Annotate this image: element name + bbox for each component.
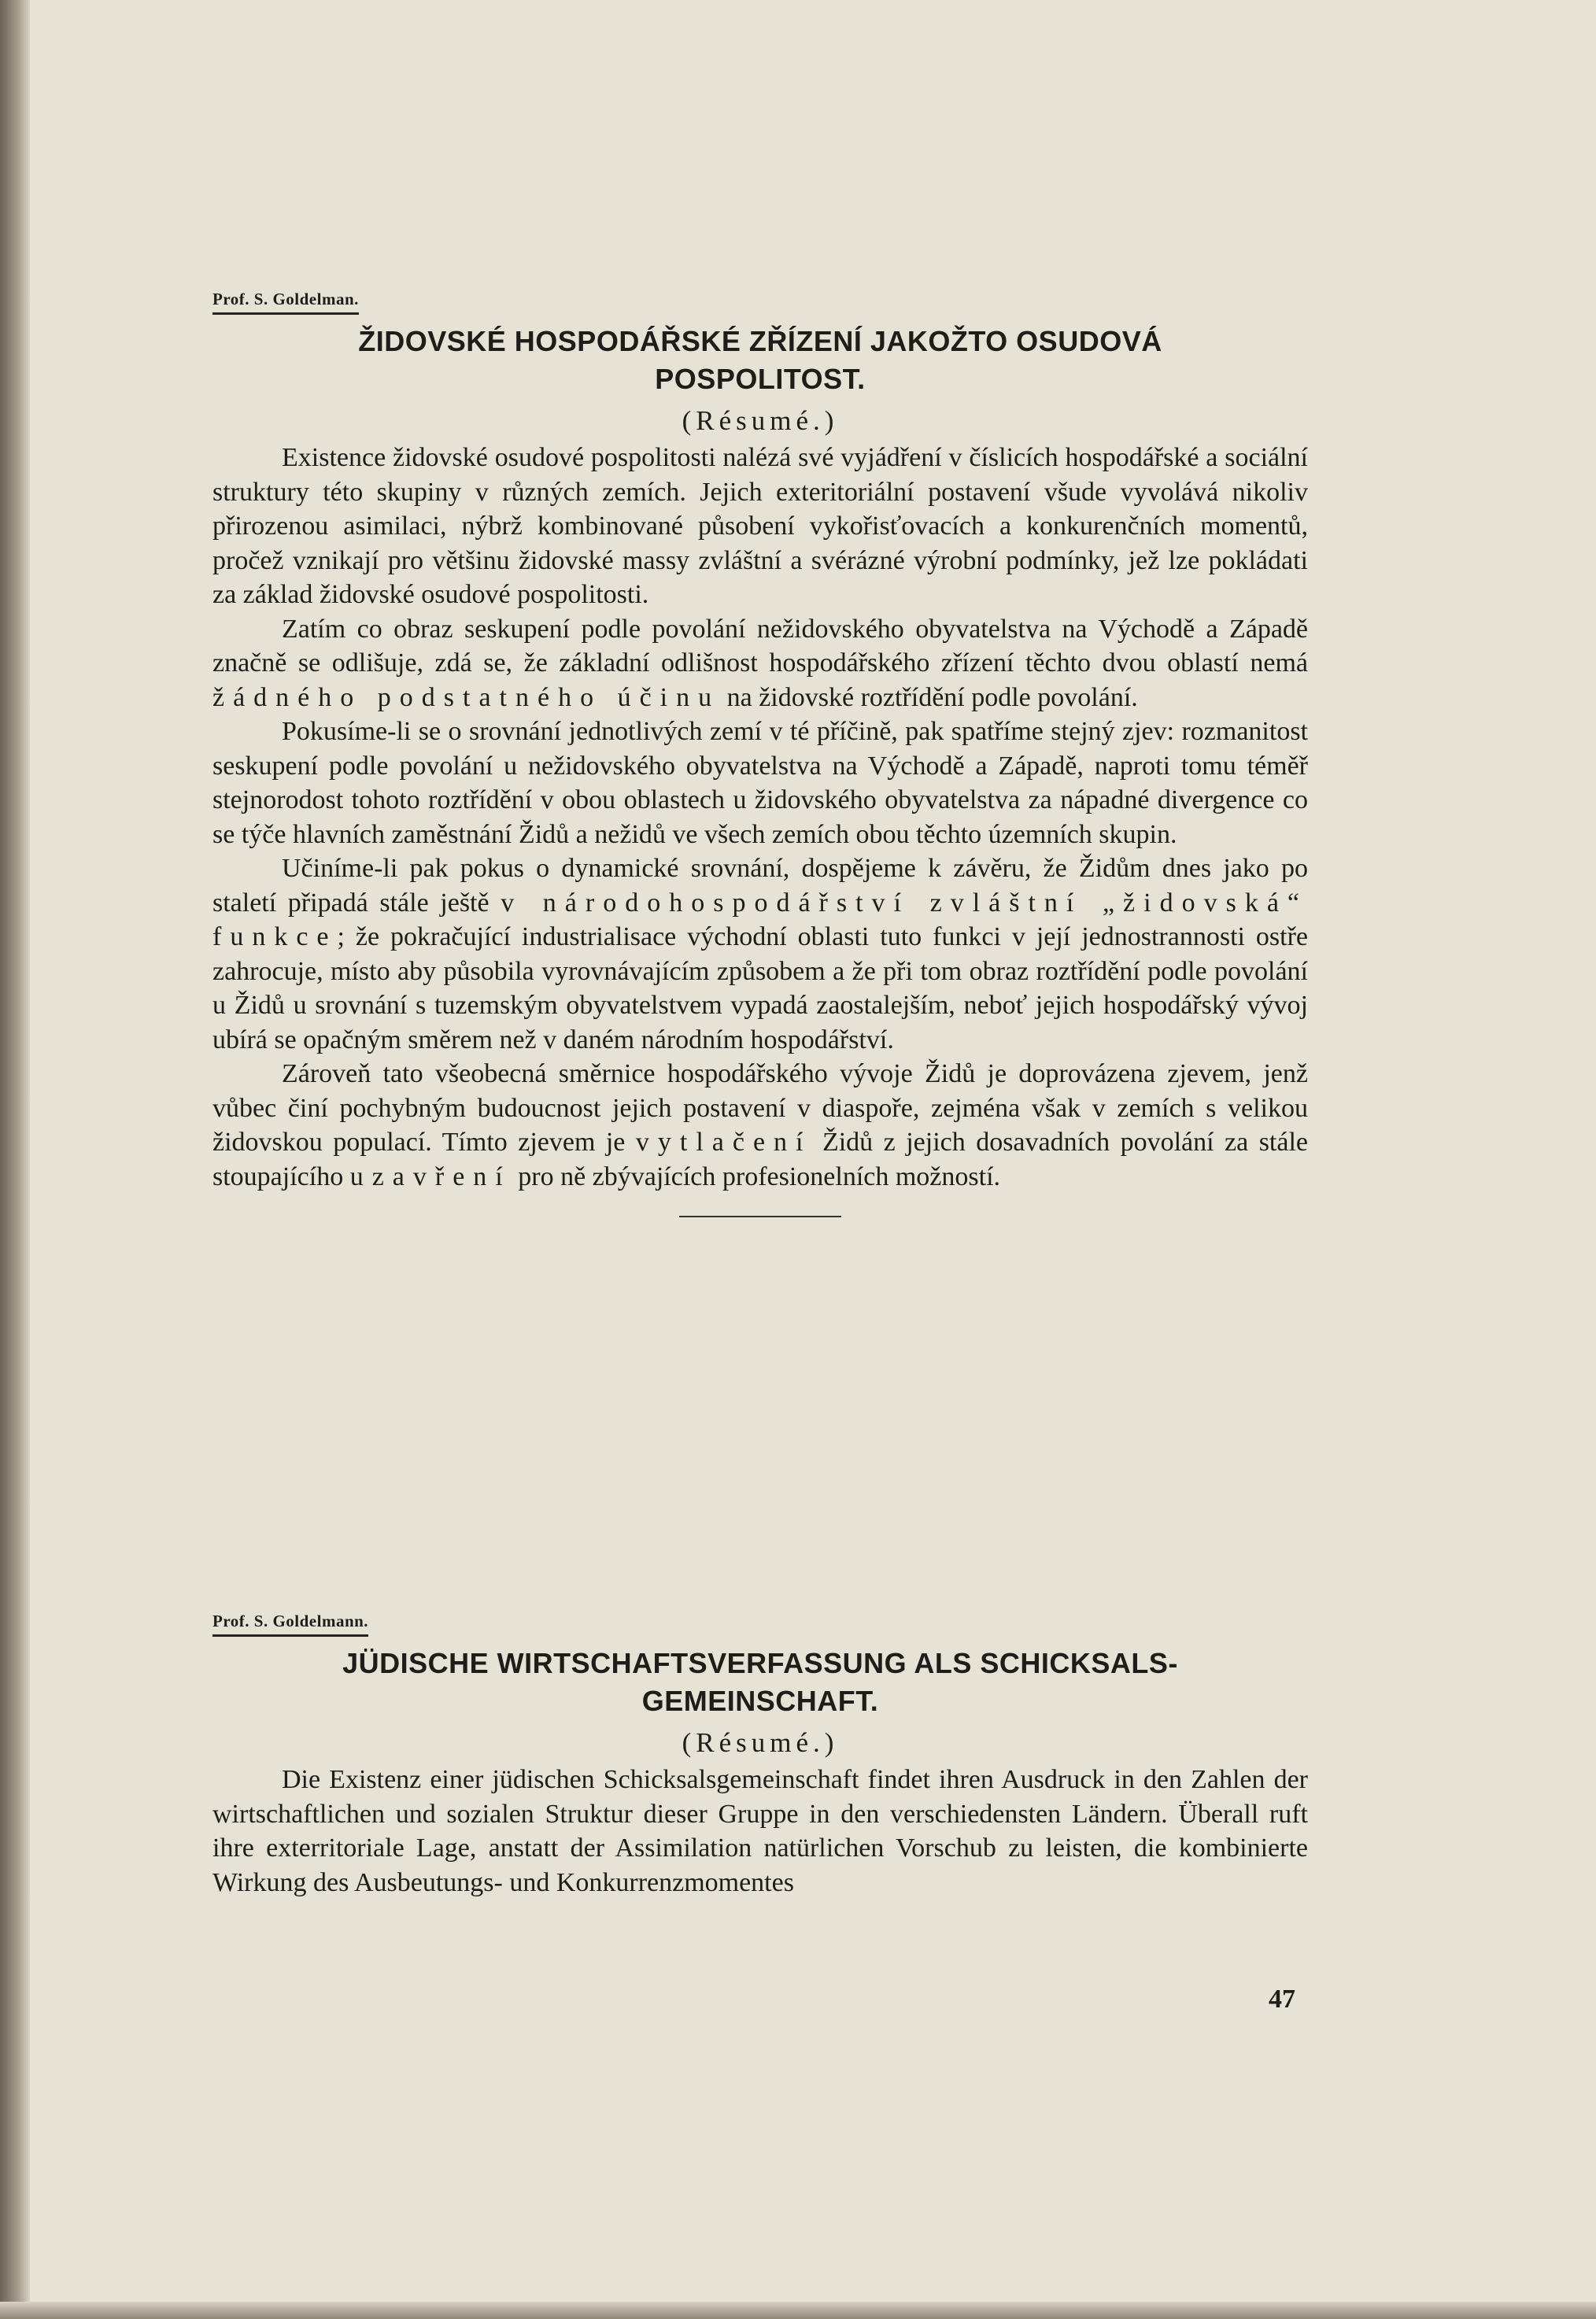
german-author: Prof. S. Goldelmann. xyxy=(212,1612,368,1637)
czech-p5-text-a: Zároveň tato všeobecná směrnice hospodářského vývoje Židů je doprovázena zjevem, jenž vůbec činí pochybným budoucnost jejich postavení v diaspoře, zejména však v zemích s velikou židovskou populací. Tímto zjevem je xyxy=(212,1059,1308,1157)
czech-author: Prof. S. Goldelman. xyxy=(212,290,359,315)
czech-p5-text-c: pro ně zbývajících profesionelních možností. xyxy=(518,1161,1001,1191)
czech-paragraph-5 xyxy=(212,1057,1308,1194)
german-title-line1: JÜDISCHE WIRTSCHAFTSVERFASSUNG ALS SCHICKSALS- xyxy=(342,1647,1178,1679)
german-title xyxy=(212,1645,1308,1720)
czech-p4-text-b: ; že pokračující industrialisace východní oblasti tuto funkci v její jednostrannosti ostře zahrocuje, místo aby působila vyrovnávajícím způsobem a že při tom obraz roztřídění podle povolání u Židů u srovnání s tuzemským obyvatelstvem vypadá zaostalejším, neboť jejich hospodářský vývoj ubírá se opačným směrem než v daném národním hospodářství. xyxy=(212,922,1308,1054)
czech-p5-text-b: Židů z jejich dosavadních povolání za stále stoupajícího xyxy=(212,1128,1309,1191)
czech-p5-spaced-1: vytlačení xyxy=(635,1128,812,1157)
czech-p4-text-a: Učiníme-li pak pokus o dynamické srovnání, dospějeme k závěru, že Židům dnes jako po staletí připadá stále ještě xyxy=(212,854,1308,918)
czech-p2-spaced: žádného podstatného účinu xyxy=(212,682,721,712)
czech-title xyxy=(212,323,1308,398)
czech-paragraph-2 xyxy=(212,612,1308,715)
page-binding-edge xyxy=(0,0,30,2319)
czech-p4-spaced: v národohospodářství zvláštní „židovská“ funkce xyxy=(212,888,1308,951)
page-bottom-edge xyxy=(0,2302,1596,2319)
czech-paragraph-1: Existence židovské osudové pospolitosti nalézá své vyjádření v číslicích hospodářské a sociální struktury této skupiny v různých zemích. Jejich exteritoriální postavení všude vyvolává nikoliv přirozenou asimilaci, nýbrž kombinované působení vykořisťovacích a konkurenčních momentů, pročež vznikají pro většinu židovské massy zvláštní a svérázné výrobní podmínky, jež lze pokládati za základ židovské osudové pospolitosti. xyxy=(212,443,1308,609)
czech-title-line2: POSPOLITOST. xyxy=(655,363,866,395)
section-separator xyxy=(679,1216,841,1217)
czech-paragraph-3: Pokusíme-li se o srovnání jednotlivých zemí v té příčině, pak spatříme stejný zjev: rozmanitost seskupení podle povolání u nežidovského obyvatelstva na Východě a Západě, naproti tomu téměř stejnorodost tohoto roztřídění v obou oblastech u židovského obyvatelstva za nápadné divergence co se týče hlavních zaměstnání Židů a nežidů ve všech zemích obou těchto územních skupin. xyxy=(212,717,1308,849)
czech-resume-label: (Résumé.) xyxy=(682,405,839,436)
german-section xyxy=(212,1612,1308,1900)
czech-p2-text-a: Zatím co obraz seskupení podle povolání nežidovského obyvatelstva na Východě a Západě značně se odlišuje, zdá se, že základní odlišnost hospodářského zřízení těchto dvou oblastí nemá xyxy=(212,614,1308,678)
german-paragraph-1: Die Existenz einer jüdischen Schicksalsgemeinschaft findet ihren Ausdruck in den Zahlen der wirtschaftlichen und sozialen Struktur dieser Gruppe in den verschiedensten Ländern. Überall ruft ihre exterritoriale Lage, anstatt der Assimilation natürlichen Vorschub zu leisten, die kombinierte Wirkung des Ausbeutungs- und Konkurrenzmomentes xyxy=(212,1765,1308,1897)
czech-p5-spaced-2: uzavření xyxy=(349,1161,512,1191)
czech-title-line1: ŽIDOVSKÉ HOSPODÁŘSKÉ ZŘÍZENÍ JAKOŽTO OSUDOVÁ xyxy=(358,325,1162,357)
german-title-line2: GEMEINSCHAFT. xyxy=(641,1685,879,1717)
czech-paragraph-4 xyxy=(212,851,1308,1057)
german-resume-label: (Résumé.) xyxy=(682,1727,839,1758)
czech-section xyxy=(212,290,1308,1217)
czech-p2-text-b: na židovské roztřídění podle povolání. xyxy=(726,682,1138,712)
page-number: 47 xyxy=(1269,1985,1295,2014)
